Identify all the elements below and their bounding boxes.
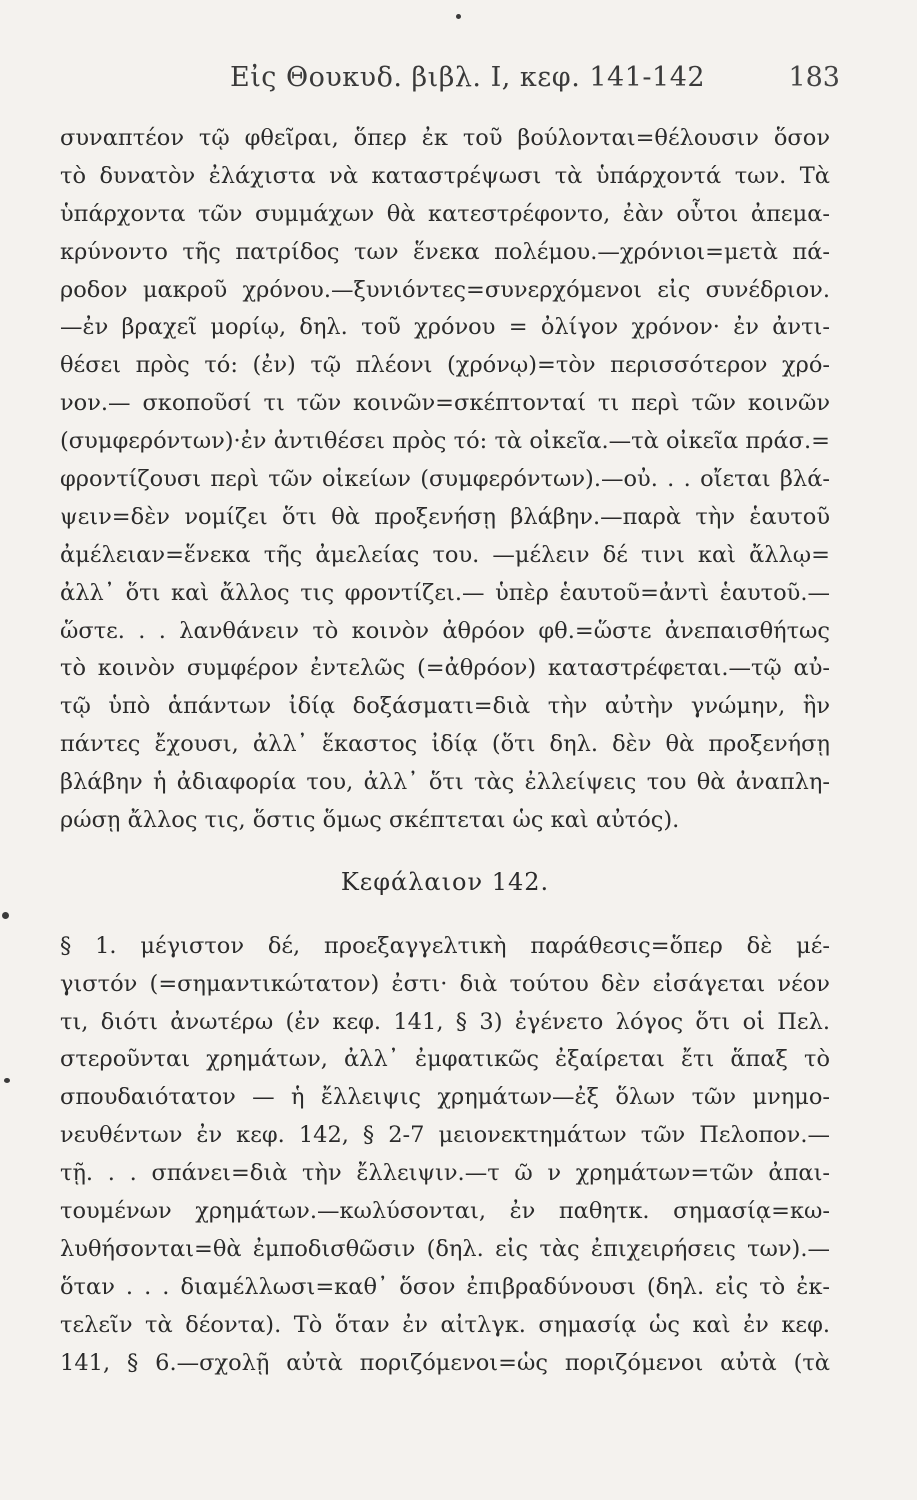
paragraph-chapter-141: [60, 120, 830, 840]
text-line: κρύνοντο τῆς πατρίδος των ἕνεκα πολέμου.—χρόνιοι=μετὰ πά-: [60, 238, 830, 265]
text-line: ὥστε. . . λανθάνειν τὸ κοινὸν ἀθρόον φθ.=ὥστε ἀνεπαισθήτως: [60, 617, 830, 644]
text-line: τελεῖν τὰ δέοντα). Τὸ ὅταν ἐν αἰτλγκ. σημασίᾳ ὡς καὶ ἐν κεφ.: [60, 1311, 830, 1338]
text-line: ρώσῃ ἄλλος τις, ὅστις ὅμως σκέπτεται ὡς καὶ αὐτός).: [60, 807, 680, 834]
text-line: ψειν=δὲν νομίζει ὅτι θὰ προξενήσῃ βλάβην.—παρὰ τὴν ἑαυτοῦ: [60, 503, 830, 530]
text-line: τουμένων χρημάτων.—κωλύσονται, ἐν παθητκ. σημασίᾳ=κω-: [60, 1198, 830, 1225]
text-line: ὑπάρχοντα τῶν συμμάχων θὰ κατεστρέφοντο, ἐὰν οὗτοι ἀπεμα-: [60, 200, 830, 227]
text-line: φροντίζουσι περὶ τῶν οἰκείων (συμφερόντων).—οὐ. . . οἴεται βλά-: [60, 466, 830, 493]
text-line: ἀμέλειαν=ἕνεκα τῆς ἀμελείας του. —μέλειν δέ τινι καὶ ἄλλῳ=: [60, 541, 830, 568]
text-line: νον.— σκοποῦσί τι τῶν κοινῶν=σκέπτονταί τι περὶ τῶν κοινῶν: [60, 390, 830, 417]
commentary-text: [60, 120, 830, 1383]
text-line: στεροῦνται χρημάτων, ἀλλ᾽ ἐμφατικῶς ἐξαίρεται ἔτι ἅπαξ τὸ: [60, 1046, 830, 1073]
text-line: ροδον μακροῦ χρόνου.—ξυνιόντες=συνερχόμενοι εἰς συνέδριον.: [60, 276, 830, 303]
text-line: § 1. μέγιστον δέ, προεξαγγελτικὴ παράθεσις=ὅπερ δὲ μέ-: [60, 932, 830, 959]
print-speck: [4, 1078, 10, 1083]
text-line: (συμφερόντων)·ἐν ἀντιθέσει πρὸς τό: τὰ οἰκεῖα.—τὰ οἰκεῖα πράσ.=: [60, 428, 830, 455]
page-number: 183: [788, 62, 840, 93]
text-line: λυθήσονται=θὰ ἐμποδισθῶσιν (δηλ. εἰς τὰς ἐπιχειρήσεις των).—: [60, 1235, 830, 1262]
text-line: 141, § 6.—σχολῇ αὐτὰ ποριζόμενοι=ὡς ποριζόμενοι αὐτὰ (τὰ: [60, 1349, 830, 1376]
text-line: σπουδαιότατον — ἡ ἔλλειψις χρημάτων—ἐξ ὅλων τῶν μνημο-: [60, 1084, 830, 1111]
text-line: τὸ δυνατὸν ἐλάχιστα νὰ καταστρέψωσι τὰ ὑπάρχοντά των. Τὰ: [60, 162, 830, 189]
text-line: βλάβην ἡ ἀδιαφορία του, ἀλλ᾽ ὅτι τὰς ἐλλείψεις του θὰ ἀναπλη-: [60, 769, 830, 796]
text-line: νευθέντων ἐν κεφ. 142, § 2-7 μειονεκτημάτων τῶν Πελοπον.—: [60, 1122, 830, 1149]
chapter-heading: Κεφάλαιον 142.: [340, 867, 550, 896]
paragraph-chapter-142: [60, 928, 830, 1383]
text-line: ὅταν . . . διαμέλλωσι=καθ᾽ ὅσον ἐπιβραδύνουσι (δηλ. εἰς τὸ ἐκ-: [60, 1273, 830, 1300]
text-line: πάντες ἔχουσι, ἀλλ᾽ ἕκαστος ἰδίᾳ (ὅτι δηλ. δὲν θὰ προξενήσῃ: [60, 731, 830, 758]
text-line: συναπτέον τῷ φθεῖραι, ὅπερ ἐκ τοῦ βούλονται=θέλουσιν ὅσον: [60, 125, 830, 151]
text-line: —ἐν βραχεῖ μορίῳ, δηλ. τοῦ χρόνου = ὀλίγον χρόνον· ἐν ἀντι-: [60, 314, 830, 341]
text-line: τῇ. . . σπάνει=διὰ τὴν ἔλλειψιν.—τ ῶ ν χρημάτων=τῶν ἀπαι-: [60, 1160, 830, 1187]
text-line: ἀλλ᾽ ὅτι καὶ ἄλλος τις φροντίζει.— ὑπὲρ ἑαυτοῦ=ἀντὶ ἑαυτοῦ.—: [60, 579, 830, 606]
text-line: γιστόν (=σημαντικώτατον) ἐστι· διὰ τούτου δὲν εἰσάγεται νέον: [60, 970, 830, 997]
text-line: τῷ ὑπὸ ἁπάντων ἰδίᾳ δοξάσματι=διὰ τὴν αὐτὴν γνώμην, ἣν: [60, 693, 830, 720]
text-line: τὸ κοινὸν συμφέρον ἐντελῶς (=ἀθρόον) καταστρέφεται.—τῷ αὐ-: [60, 655, 830, 682]
text-line: τι, διότι ἀνωτέρω (ἐν κεφ. 141, § 3) ἐγένετο λόγος ὅτι οἱ Πελ.: [60, 1008, 830, 1035]
text-line: θέσει πρὸς τό: (ἐν) τῷ πλέονι (χρόνῳ)=τὸν περισσότερον χρό-: [60, 352, 830, 379]
print-speck: [2, 912, 9, 919]
running-title: Εἰς Θουκυδ. βιβλ. Ι, κεφ. 141-142: [230, 62, 706, 93]
page-header: [60, 62, 860, 102]
print-speck: [456, 14, 461, 19]
